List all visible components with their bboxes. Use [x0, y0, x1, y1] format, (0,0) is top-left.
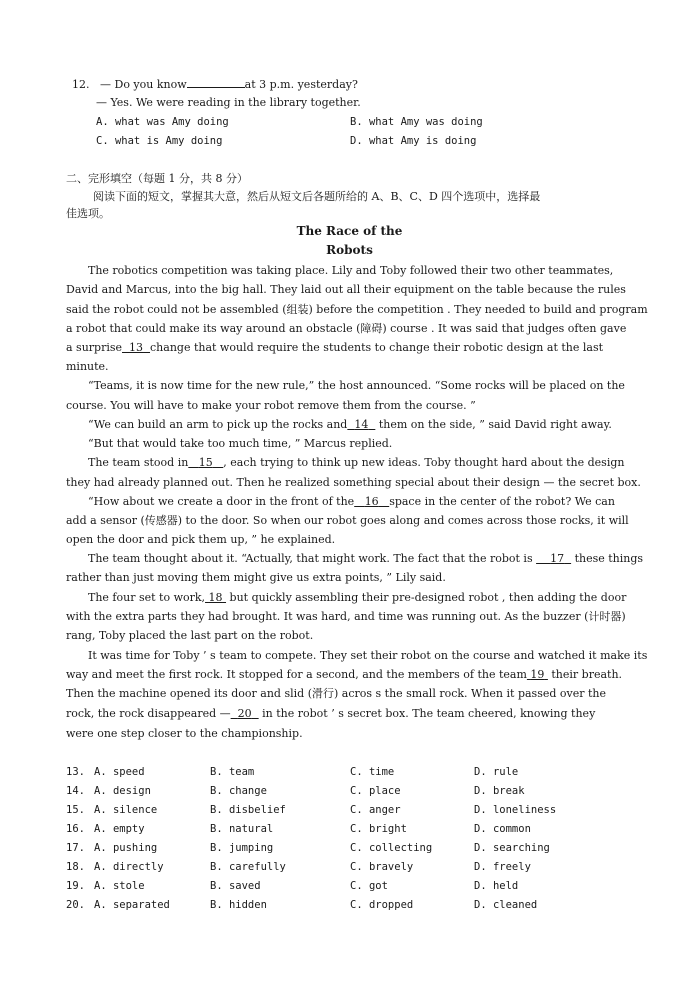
passage-line-2: David and Marcus, into the big hall. They laid out all their equipment on the table because the rules [66, 283, 626, 296]
option-d: D. held [474, 880, 519, 892]
q12-stem [72, 76, 358, 92]
option-a: A. pushing [94, 842, 158, 854]
q12-line1-pre: — Do you know [100, 78, 187, 91]
q12-option-b: B. what Amy was doing [350, 116, 483, 128]
blank-18-number: 18 [208, 591, 223, 604]
option-c: C. bravely [350, 861, 414, 873]
blank-19-number: 19 [530, 668, 545, 681]
passage-line-20: rang, Toby placed the last part on the robot. [66, 629, 314, 642]
passage-line-12: they had already planned out. Then he realized something special about their design — the secret box. [66, 476, 641, 489]
section-instruction-1: 阅读下面的短文，掌握其大意，然后从短文后各题所给的 A、B、C、D 四个选项中，选择最 [93, 190, 541, 203]
section-instruction-2: 佳选项。 [66, 207, 110, 220]
passage-line-22 [66, 667, 622, 682]
option-b: B. carefully [210, 861, 286, 873]
q12-option-c: C. what is Amy doing [96, 135, 223, 147]
passage-text: “How about we create a door in the front of the [88, 495, 355, 508]
q12-option-d: D. what Amy is doing [350, 135, 477, 147]
passage-line-23: Then the machine opened its door and slid (滑行) acros s the small rock. When it passed over the [66, 687, 607, 700]
blank-14 [347, 418, 375, 431]
option-a: A. silence [94, 804, 158, 816]
passage-line-11 [88, 455, 624, 470]
option-a: A. directly [94, 861, 164, 873]
passage-text: change that would require the students to change their robotic design at the last [150, 341, 604, 354]
option-c: C. anger [350, 804, 401, 816]
passage-text: The four set to work, [88, 591, 206, 604]
passage-text: , each trying to think up new ideas. Toby thought hard about the design [223, 456, 625, 469]
passage-line-25: were one step closer to the championship. [66, 727, 303, 740]
passage-text: rock, the rock disappeared — [66, 707, 231, 720]
blank-20 [231, 707, 259, 720]
question-number: 17. [66, 842, 85, 854]
option-d: D. rule [474, 766, 519, 778]
blank-15 [188, 456, 223, 469]
passage-text: them on the side, ” said David right away. [378, 418, 612, 431]
option-c: C. place [350, 785, 401, 797]
option-a: A. speed [94, 766, 145, 778]
option-a: A. empty [94, 823, 145, 835]
option-d: D. cleaned [474, 899, 538, 911]
option-d: D. break [474, 785, 525, 797]
option-c: C. bright [350, 823, 407, 835]
passage-line-10: “But that would take too much time, ” Marcus replied. [88, 437, 393, 450]
passage-text: in the robot ’ s secret box. The team cheered, knowing they [262, 707, 596, 720]
option-d: D. loneliness [474, 804, 557, 816]
option-b: B. disbelief [210, 804, 286, 816]
passage-line-24 [66, 706, 595, 721]
blank-15-number: 15 [198, 456, 213, 469]
q12-option-a: A. what was Amy doing [96, 116, 229, 128]
passage-line-9 [88, 417, 612, 432]
passage-line-18 [88, 590, 626, 605]
passage-line-5 [66, 340, 603, 355]
question-number: 14. [66, 785, 85, 797]
passage-line-21: It was time for Toby ’ s team to compete. They set their robot on the course and watched it make its [88, 649, 648, 662]
passage-line-13 [88, 494, 615, 509]
question-number: 18. [66, 861, 85, 873]
option-d: D. common [474, 823, 531, 835]
option-c: C. collecting [350, 842, 433, 854]
passage-line-15: open the door and pick them up, ” he explained. [66, 533, 336, 546]
passage-text: The team stood in [88, 456, 189, 469]
passage-text: these things [574, 552, 644, 565]
passage-title-2: Robots [326, 243, 373, 257]
passage-text: their breath. [551, 668, 623, 681]
q12-number: 12. [72, 78, 90, 91]
passage-line-3: said the robot could not be assembled (组装) before the competition . They needed to build and program [66, 303, 648, 316]
blank-19 [527, 668, 548, 681]
blank-13-number: 13 [129, 341, 144, 354]
passage-line-16 [88, 551, 643, 566]
blank-16-number: 16 [364, 495, 379, 508]
passage-line-8: course. You will have to make your robot remove them from the course. ” [66, 399, 476, 412]
section-heading: 二、完形填空（每题 1 分，共 8 分） [66, 172, 248, 185]
blank-16 [354, 495, 389, 508]
option-b: B. hidden [210, 899, 267, 911]
q12-line1-post: at 3 p.m. yesterday? [244, 78, 358, 91]
option-a: A. stole [94, 880, 145, 892]
question-number: 19. [66, 880, 85, 892]
passage-text: but quickly assembling their pre-designed robot , then adding the door [229, 591, 627, 604]
passage-line-6: minute. [66, 360, 109, 373]
passage-text: way and meet the first rock. It stopped for a second, and the members of the team [66, 668, 527, 681]
blank-14-number: 14 [354, 418, 369, 431]
passage-text: a surprise [66, 341, 123, 354]
option-d: D. searching [474, 842, 550, 854]
option-c: C. got [350, 880, 388, 892]
blank-18 [205, 591, 226, 604]
question-number: 20. [66, 899, 85, 911]
option-d: D. freely [474, 861, 531, 873]
passage-text: “We can build an arm to pick up the rocks and [88, 418, 348, 431]
passage-text: The team thought about it. “Actually, that might work. The fact that the robot is [88, 552, 533, 565]
option-c: C. dropped [350, 899, 414, 911]
passage-line-19: with the extra parts they had brought. It was hard, and time was running out. As the buzzer (计时器) [66, 610, 626, 623]
q12-line2: — Yes. We were reading in the library together. [96, 96, 361, 109]
question-number: 16. [66, 823, 85, 835]
question-number: 15. [66, 804, 85, 816]
blank-20-number: 20 [237, 707, 252, 720]
option-b: B. saved [210, 880, 261, 892]
option-b: B. jumping [210, 842, 274, 854]
option-a: A. design [94, 785, 151, 797]
blank-17 [536, 552, 571, 565]
option-b: B. team [210, 766, 255, 778]
option-b: B. natural [210, 823, 274, 835]
passage-line-1: The robotics competition was taking place. Lily and Toby followed their two other teammates, [88, 264, 614, 277]
blank-17-number: 17 [550, 552, 565, 565]
passage-title-1: The Race of the [296, 224, 403, 238]
question-number: 13. [66, 766, 85, 778]
passage-line-4: a robot that could make its way around an obstacle (障碍) course . It was said that judges often gave [66, 322, 627, 335]
blank-13 [122, 341, 150, 354]
option-a: A. separated [94, 899, 170, 911]
passage-line-17: rather than just moving them might give us extra points, ” Lily said. [66, 571, 446, 584]
passage-line-7: “Teams, it is now time for the new rule,” the host announced. “Some rocks will be placed on the [88, 379, 625, 392]
passage-line-14: add a sensor (传感器) to the door. So when our robot goes along and comes across those rocks, it will [66, 514, 629, 527]
option-b: B. change [210, 785, 267, 797]
q12-blank [187, 76, 245, 88]
passage-text: space in the center of the robot? We can [389, 495, 615, 508]
option-c: C. time [350, 766, 395, 778]
